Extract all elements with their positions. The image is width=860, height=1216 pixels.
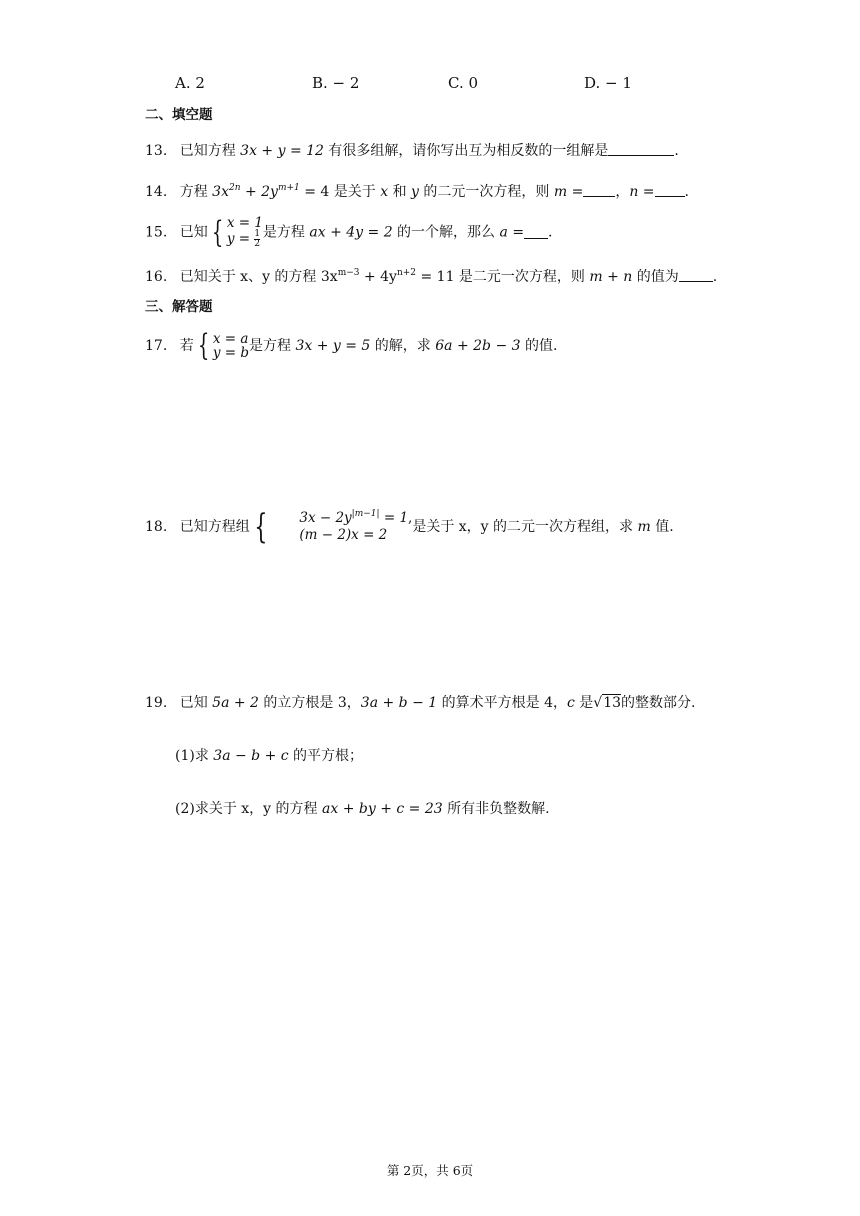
- question-19-part-2: (2)求关于 x，y 的方程 ax + by + c = 23 所有非负整数解.: [175, 801, 550, 817]
- page-footer: 第 2页，共 6页: [386, 1163, 474, 1178]
- option-c: C. 0: [448, 74, 479, 92]
- option-d: D. − 1: [584, 74, 632, 92]
- question-16: 16. 已知关于 x、y 的方程 $3x^{m-3} + 4y^{n+2} = 11$ 是二元一次方程，则 m + n 的值为 .: [145, 268, 718, 285]
- system-brace: {: [254, 507, 268, 547]
- equation: 3x + y = 12: [240, 143, 324, 159]
- sqrt-symbol: √: [593, 695, 603, 711]
- question-number: 18.: [145, 519, 168, 535]
- system-brace: {: [197, 328, 209, 363]
- answer-blank[interactable]: [524, 226, 548, 239]
- question-number: 14.: [145, 184, 168, 200]
- question-19: 19. 已知 5a + 2 的立方根是 3，3a + b − 1 的算术平方根是 4，c 是√13的整数部分.: [145, 695, 696, 711]
- equation-system: x = a y = b: [212, 331, 249, 361]
- question-number: 16.: [145, 269, 168, 285]
- equation-system: $3x - 2y^{|m-1|} = 1$, (m − 2)x = 2: [299, 509, 413, 543]
- fraction: $\frac{1}{2}$: [254, 229, 261, 249]
- question-15: 15. 已知 { x = 1 $y = \frac{1}{2}$ 是方程 ax + 4y = 2 的一个解，那么 a = .: [145, 214, 553, 250]
- question-number: 15.: [145, 224, 168, 241]
- sqrt-radicand: 13: [603, 695, 622, 711]
- option-a: A. 2: [175, 74, 205, 92]
- question-19-part-1: (1)求 3a − b + c 的平方根；: [175, 748, 364, 764]
- question-17: 17. 若 { x = a y = b是方程 3x + y = 5 的解，求 6a + 2b − 3 的值.: [145, 328, 558, 363]
- question-18: 18. 已知方程组 { $3x - 2y^{|m-1|} = 1$, (m − 2)x = 2 是关于 x，y 的二元一次方程组，求 m 值.: [145, 507, 674, 547]
- answer-blank[interactable]: [679, 269, 713, 282]
- question-number: 17.: [145, 338, 168, 354]
- answer-blank-m[interactable]: [583, 184, 615, 197]
- answer-blank[interactable]: [608, 143, 674, 156]
- question-number: 13.: [145, 143, 168, 159]
- answer-blank-n[interactable]: [655, 184, 685, 197]
- system-brace: {: [211, 214, 223, 250]
- equation-system: x = 1 $y = \frac{1}{2}$: [226, 215, 263, 249]
- section-heading-fill: 二、填空题: [145, 107, 213, 123]
- question-14: 14. 方程 $3x^{2n} + 2y^{m+1} = 4$ 是关于 x 和 y 的二元一次方程，则 m = ，n = .: [145, 183, 689, 200]
- section-heading-solve: 三、解答题: [145, 299, 213, 315]
- question-number: 19.: [145, 695, 168, 711]
- question-13: 13. 已知方程 3x + y = 12 有很多组解，请你写出互为相反数的一组解是 .: [145, 143, 679, 159]
- option-b: B. − 2: [312, 74, 360, 92]
